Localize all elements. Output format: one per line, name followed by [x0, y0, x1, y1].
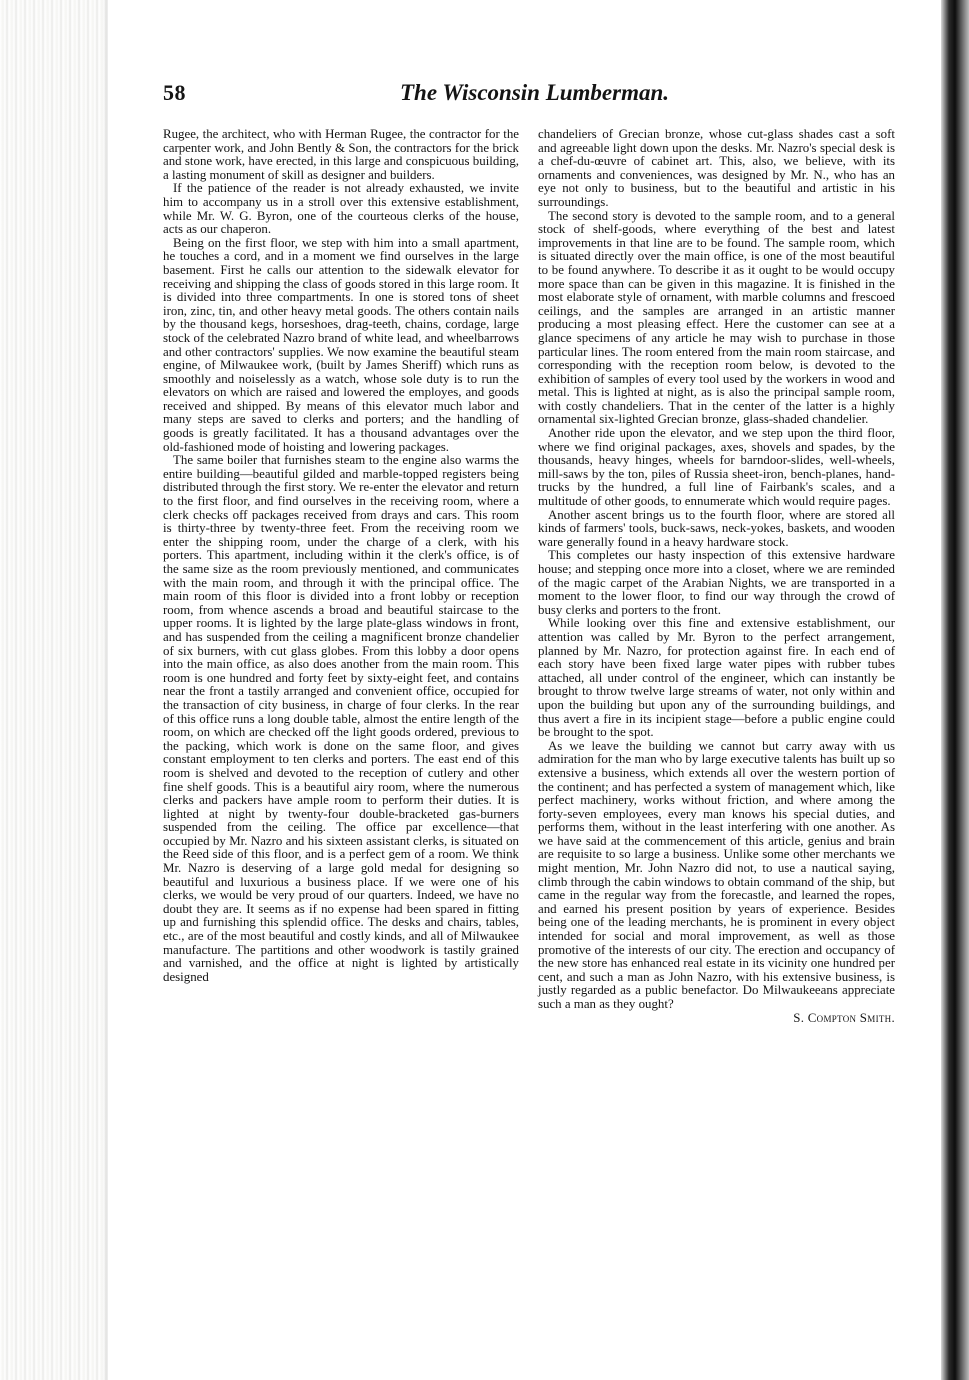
paragraph: As we leave the building we cannot but carry away with us admiration for the man who by large executive talents has built up so extensive a business, which extends all over the western portion of the continent; and has perfected a system of management which, like perfect machinery, works without friction, and where among the forty-seven employees, every man knows his special duties, and performs them, without in the least interfering with one another. As we have said at the commencement of this article, genius and brain are requisite to so large a business. Unlike some other merchants we might mention, Mr. John Nazro did not, to use a nautical saying, climb through the cabin windows to obtain command of the ship, but came in the regular way from the forecastle, and learned the ropes, and earned his present position by years of experience. Besides being one of the leading merchants, he is prominent in every object intended for social and moral improvement, as well as those promotive of the interests of our city. The erection and occupancy of the new store has enhanced real estate in its vicinity one hundred per cent, and such a man as John Nazro, with his extensive business, is justly regarded as a public benefactor. Do Milwaukeeans appreciate such a man as they ought? [538, 738, 895, 1011]
paragraph: chandeliers of Grecian bronze, whose cut-glass shades cast a soft and agreeable light down upon the desks. Mr. Nazro's special desk is a chef-du-œuvre of cabinet art. This, also, we believe, with its ornaments and conveniences, was designed by Mr. N., who has an eye not only to business, but to the beautiful and artistic in his surroundings. [538, 127, 895, 209]
paragraph: Another ride upon the elevator, and we step upon the third floor, where we find original packages, axes, shovels and spades, by the thousands, heavy hinges, wheels for barndoor-slides, well-wheels, mill-saws by the ton, piles of Russia sheet-iron, bench-planes, hand-trucks by the hundred, a full line of Fairbank's scales, and a multitude of other goods, to ennumerate which would require pages. [538, 426, 895, 509]
author-signature: S. Compton Smith. [793, 1010, 895, 1025]
paragraph: This completes our hasty inspection of this extensive hardware house; and stepping once more into a closet, where we are reminded of the magic carpet of the Arabian Nights, we are transported in a moment to the lower floor, to find our way through the crowd of busy clerks and porters to the front. [538, 548, 895, 617]
paragraph: While looking over this fine and extensive establishment, our attention was called by Mr. Byron to the perfect arrangement, planned by Mr. Nazro, for protection against fire. In each end of each story have been fixed large water pipes with rubber tubes attached, all under control of the engineer, which can instantly be brought to throw twelve large streams of water, not only within and upon the building but upon any of the surrounding buildings, and thus avert a fire in its incipient stage—before a public engine could be brought to the spot. [538, 616, 895, 740]
paragraph: If the patience of the reader is not already exhausted, we invite him to accompany us in a stroll over this extensive establishment, while Mr. W. G. Byron, one of the courteous clerks of the house, acts as our chaperon. [163, 181, 519, 237]
article-column-left [163, 128, 519, 984]
article-column-right [538, 128, 895, 1025]
paragraph: Being on the first floor, we step with him into a small apartment, he touches a cord, and in a moment we find ourselves in the large basement. First he calls our attention to the sidewalk elevator for receiving and shipping the class of goods stored in this large room. It is divided into three compartments. In one is stored tons of sheet iron, zinc, tin, and other heavy metal goods. The others contain nails by the thousand kegs, horseshoes, drag-teeth, chains, cordage, large stock of the celebrated Nazro brand of white lead, and wheelbarrows and other contractors' supplies. We now examine the beautiful steam engine, of Milwaukee work, (built by James Sheriff) which runs as smoothly and noiselessly as a watch, whose sole duty is to run the elevators on which are raised and lowered the employes, and goods received and shipped. By means of this elevator much labor and many steps are saved to clerks and porters; and the handling of goods is greatly facilitated. It has a thousand advantages over the old-fashioned mode of hoisting and lowering packages. [163, 235, 519, 454]
paragraph: The same boiler that furnishes steam to the engine also warms the entire building—beautiful gilded and marble-topped registers being distributed through the first story. We re-enter the elevator and return to the first floor, and find ourselves in the receiving room, where a clerk checks off packages received from drays and cars. This room is thirty-three by twenty-three feet. From the receiving room we enter the shipping room, under the charge of a clerk, with his porters. This apartment, including within it the clerk's office, is of the same size as the room previously mentioned, and communicates with the main room, and through it with the principal office. The main room of this floor is divided into a front lobby or reception room, from whence ascends a broad and beautiful staircase to the upper rooms. It is lighted by the large plate-glass windows in front, and has suspended from the ceiling a magnificent bronze chandelier of six burners, with cut glass globes. From this lobby a door opens into the main office, as also does another from the main room. This room is one hundred and forty feet by sixty-eight feet, and contains near the front a tastily arranged and convenient office, occupied for the transaction of city business, in charge of four clerks. In the rear of this office runs a long double table, almost the entire length of the room, on which are checked off the light goods ordered, previous to the packing, which work is done on the same floor, and gives constant employment to ten clerks and porters. The east end of this room is shelved and devoted to the reception of cutlery and other fine shelf goods. This is a beautiful airy room, where the numerous clerks and packers have ample room to perform their duties. It is lighted at night by twenty-four double-bracketed gas-burners suspended from the ceiling. The office par excellence—that occupied by Mr. Nazro and his sixteen assistant clerks, is situated on the Reed side of this floor, and is a perfect gem of a room. We think Mr. Nazro is deserving of a large gold medal for designing so beautiful and luxurious a business place. If we were one of his clerks, we would be very proud of our quarters. Indeed, we have no doubt they are. It seems as if no expense had been spared in fitting up and furnishing this splendid office. The desks and chairs, tables, etc., are of the most beautiful and costly kinds, and all of Milwaukee manufacture. The partitions and other woodwork is tastily grained and varnished, and the office at night is lighted by artistically designed [163, 453, 519, 984]
paragraph: Another ascent brings us to the fourth floor, where are stored all kinds of farmers' tools, buck-saws, neck-yokes, baskets, and wooden ware generally found in a heavy hardware stock. [538, 507, 895, 549]
paragraph: The second story is devoted to the sample room, and to a general stock of shelf-goods, where everything of the best and latest improvements in that line are to be found. The sample room, which is situated directly over the main office, is one of the most beautiful to be found anywhere. To describe it as it ought to be would occupy more space than can be given in this magazine. It is finished in the most elaborate style of ornament, with marble columns and frescoed ceilings, and the samples are arranged in an artistic manner producing a most pleasing effect. Here the customer can see at a glance specimens of any article he may wish to purchase in those particular lines. The room entered from the main room staircase, and corresponding with the reception room below, is devoted to the exhibition of samples of every tool used by the workers in wood and metal. This is lighted at night, as is also the principal sample room, with costly chandeliers. That in the center of the latter is a highly ornamental six-lighted Grecian bronze, glass-shaded chandelier. [538, 208, 895, 427]
paragraph: Rugee, the architect, who with Herman Rugee, the contractor for the carpenter work, and John Bently & Son, the contractors for the brick and stone work, have erected, in this large and conspicuous building, a lasting monument of skill as designer and builders. [163, 127, 519, 182]
page-number: 58 [163, 80, 186, 105]
running-title: The Wisconsin Lumberman. [400, 80, 670, 105]
